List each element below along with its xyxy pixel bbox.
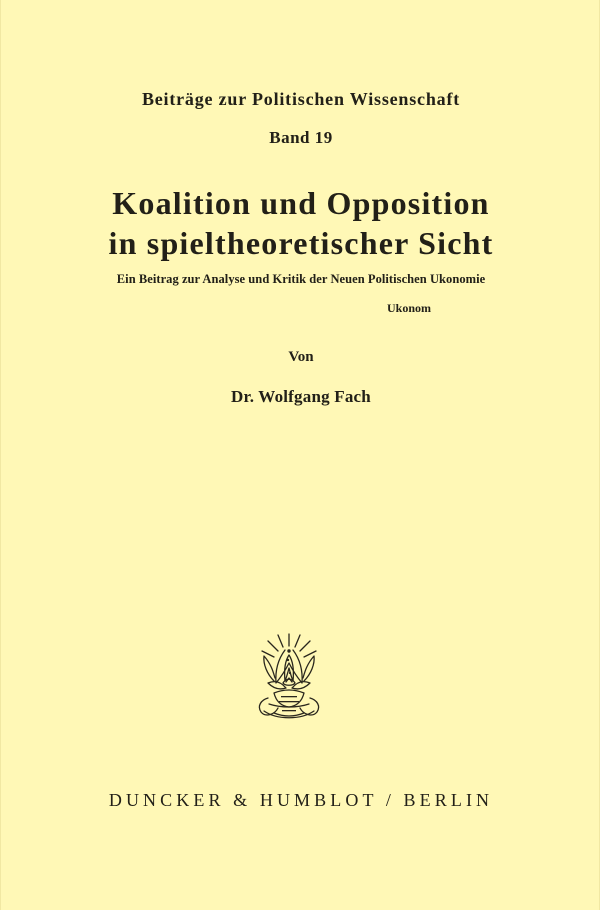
book-title-line-1: Koalition und Opposition (112, 185, 490, 221)
author-name: Dr. Wolfgang Fach (231, 387, 371, 406)
volume-number: Band 19 (269, 128, 333, 147)
book-subtitle: Ein Beitrag zur Analyse und Kritik der Neuen Politischen Ukonomie (116, 272, 486, 286)
subtitle-fragment: Ukonom (387, 301, 432, 315)
series-title: Beiträge zur Politischen Wissenschaft (141, 89, 461, 109)
book-title-line-2: in spieltheoretischer Sicht (108, 225, 494, 261)
author-prefix: Von (288, 349, 314, 365)
publisher-eagle-seal-icon (250, 626, 328, 726)
publisher-imprint: DUNCKER & HUMBLOT / BERLIN (108, 790, 494, 810)
